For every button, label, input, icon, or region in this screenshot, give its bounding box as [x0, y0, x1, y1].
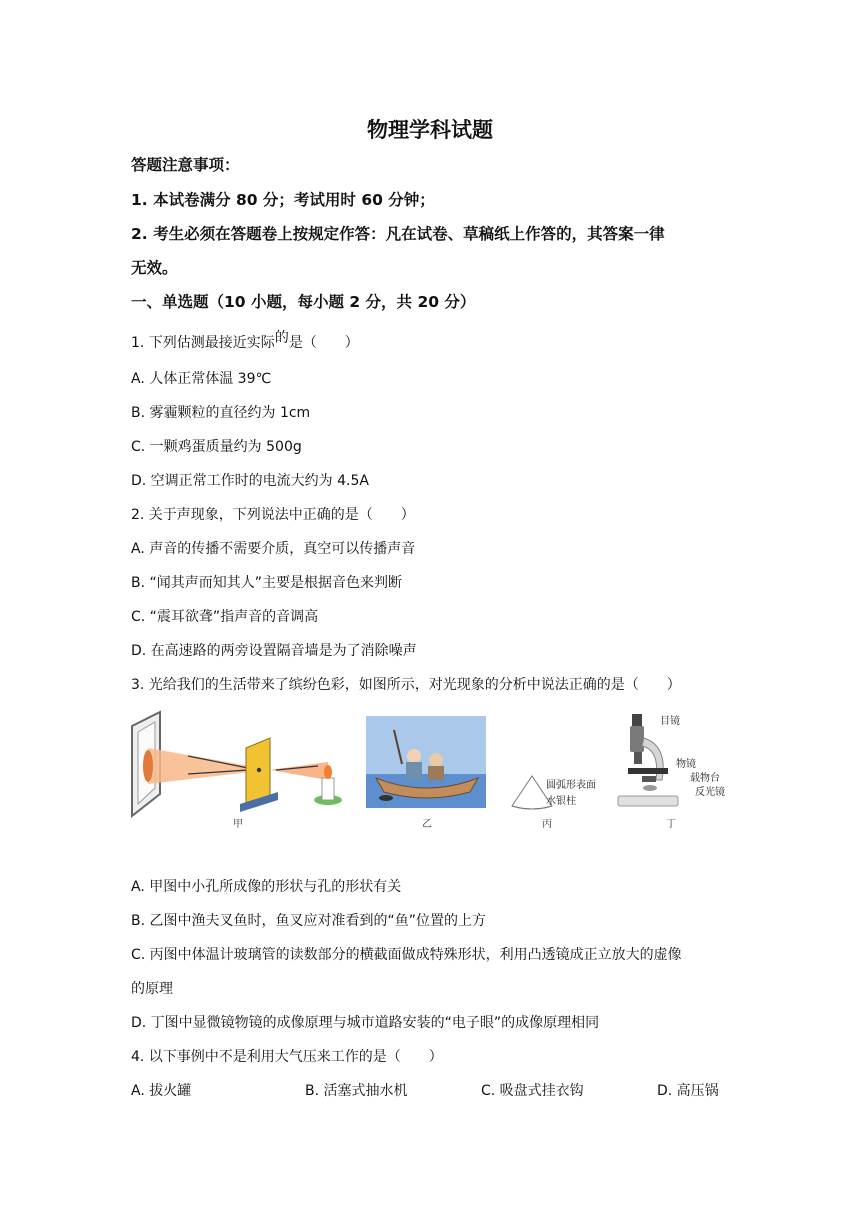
question-3-option-a: A. 甲图中小孔所成像的形状与孔的形状有关 [131, 879, 402, 895]
figure-ding-label: 丁 [666, 819, 676, 830]
question-1-option-a: A. 人体正常体温 39℃ [131, 371, 272, 387]
question-1-stem-part-b: 是（ ） [288, 335, 359, 351]
question-4-option-b: B. 活塞式抽水机 [305, 1083, 408, 1099]
question-3-stem: 3. 光给我们的生活带来了缤纷色彩，如图所示，对光现象的分析中说法正确的是（ ） [131, 677, 681, 693]
figure-bing-callout-mercury: 水银柱 [546, 796, 576, 807]
figure-ding-callout-mirror: 反光镜 [695, 787, 725, 798]
question-2-stem: 2. 关于声现象，下列说法中正确的是（ ） [131, 507, 415, 523]
question-3-option-d: D. 丁图中显微镜物镜的成像原理与城市道路安装的“电子眼”的成像原理相同 [131, 1015, 600, 1031]
question-1-option-c: C. 一颗鸡蛋质量约为 500g [131, 439, 302, 455]
question-4-stem: 4. 以下事例中不是利用大气压来工作的是（ ） [131, 1049, 443, 1065]
notes-item-2-line-2: 无效。 [131, 259, 178, 277]
question-4-option-d: D. 高压锅 [657, 1083, 719, 1099]
question-3-option-c-line-2: 的原理 [131, 981, 173, 997]
question-4-option-c: C. 吸盘式挂衣钩 [481, 1083, 584, 1099]
figure-ding-callout-eyepiece: 目镜 [660, 716, 680, 727]
page-title: 物理学科试题 [367, 118, 493, 142]
question-2-option-d: D. 在高速路的两旁设置隔音墙是为了消除噪声 [131, 643, 417, 659]
notes-item-1: 1. 本试卷满分 80 分；考试用时 60 分钟； [131, 191, 435, 209]
notes-item-2-line-1: 2. 考生必须在答题卷上按规定作答：凡在试卷、草稿纸上作答的，其答案一律 [131, 225, 665, 243]
figure-bing-callout-surface: 圆弧形表面 [546, 780, 596, 791]
figure-bing-label: 丙 [542, 819, 552, 830]
figure-jia-label: 甲 [233, 819, 243, 830]
question-1-option-b: B. 雾霾颗粒的直径约为 1cm [131, 405, 311, 421]
question-1-stem-sup: 的 [274, 330, 289, 346]
figure-yi-label: 乙 [422, 819, 432, 830]
figure-ding-callout-stage: 载物台 [690, 773, 720, 784]
question-1-stem [131, 330, 359, 353]
figure-ding-callout-objective: 物镜 [676, 759, 696, 770]
question-2-option-a: A. 声音的传播不需要介质，真空可以传播声音 [131, 541, 416, 557]
question-2-option-b: B. “闻其声而知其人”主要是根据音色来判断 [131, 575, 403, 591]
notes-heading: 答题注意事项： [131, 156, 240, 174]
figure-jia-pinhole [128, 708, 348, 820]
question-2-option-c: C. “震耳欲聋”指声音的音调高 [131, 609, 319, 625]
figure-yi-fisherman [366, 716, 486, 808]
question-3-option-b: B. 乙图中渔夫叉鱼时，鱼叉应对准看到的“鱼”位置的上方 [131, 913, 487, 929]
section-1-heading: 一、单选题（10 小题，每小题 2 分，共 20 分） [131, 293, 476, 311]
question-4-option-a: A. 拔火罐 [131, 1083, 192, 1099]
question-1-option-d: D. 空调正常工作时的电流大约为 4.5A [131, 473, 369, 489]
question-1-stem-part-a: 1. 下列估测最接近实际 [131, 335, 275, 351]
question-3-option-c-line-1: C. 丙图中体温计玻璃管的读数部分的横截面做成特殊形状，利用凸透镜成正立放大的虚像 [131, 947, 682, 963]
